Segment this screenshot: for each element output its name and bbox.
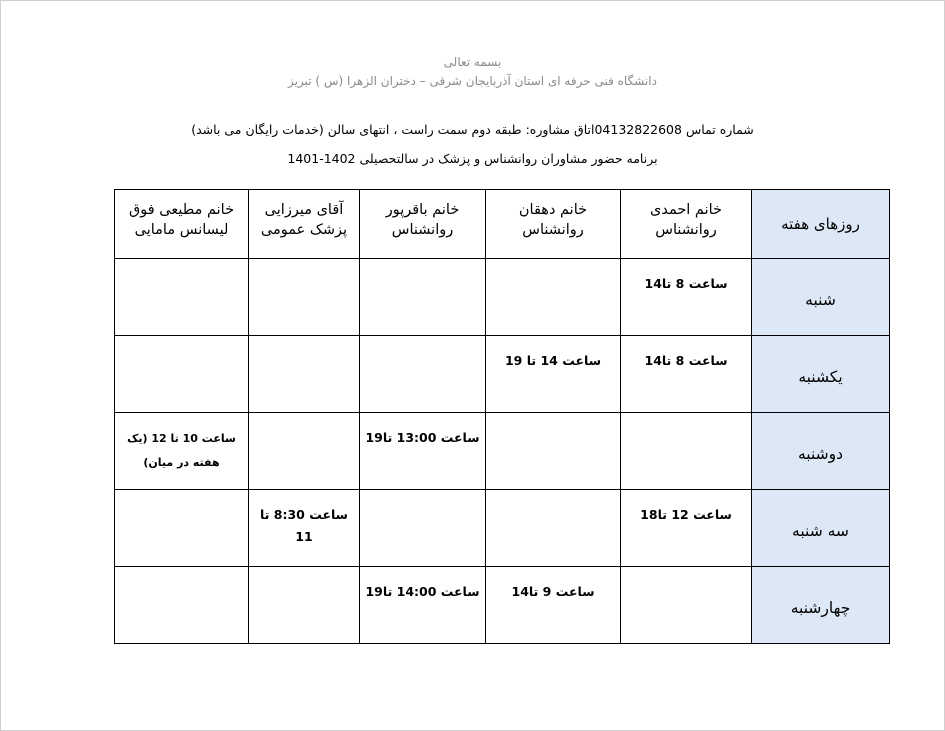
day-cell: چهارشنبه: [752, 567, 890, 644]
schedule-table: [114, 189, 890, 644]
table-row: [115, 336, 890, 413]
university-name: دانشگاه فنی حرفه ای استان آذربایجان شرقی – دختران الزهرا (س ) تبریز: [288, 74, 657, 88]
column-header-dehghan: خانم دهقان روانشناس: [486, 190, 621, 259]
schedule-cell: [486, 259, 621, 336]
schedule-cell: ساعت 13:00 تا19: [360, 413, 486, 490]
schedule-cell: ساعت 9 تا14: [486, 567, 621, 644]
schedule-cell: [249, 259, 360, 336]
column-header-days: روزهای هفته: [752, 190, 890, 259]
table-row: [115, 490, 890, 567]
table-row: [115, 567, 890, 644]
schedule-cell: [360, 259, 486, 336]
schedule-cell: [486, 413, 621, 490]
schedule-cell: ساعت 8 تا14: [621, 259, 752, 336]
column-header-mirzaei: آقای میرزایی پزشک عمومی: [249, 190, 360, 259]
header-row: [115, 190, 890, 259]
program-title: برنامه حضور مشاوران روانشناس و پزشک در سالتحصیلی 1402-1401: [287, 151, 658, 166]
schedule-cell: [115, 259, 249, 336]
schedule-cell: [115, 490, 249, 567]
column-header-bagherpour: خانم باقرپور روانشناس: [360, 190, 486, 259]
schedule-cell: ساعت 12 تا18: [621, 490, 752, 567]
schedule-cell: [115, 567, 249, 644]
schedule-cell: ساعت 8:30 تا 11: [249, 490, 360, 567]
schedule-cell: [249, 336, 360, 413]
column-header-ahmadi: خانم احمدی روانشناس: [621, 190, 752, 259]
schedule-cell: [486, 490, 621, 567]
schedule-cell: [360, 336, 486, 413]
day-cell: دوشنبه: [752, 413, 890, 490]
day-cell: شنبه: [752, 259, 890, 336]
contact-info: شماره تماس 04132822608اتاق مشاوره: طبقه دوم سمت راست ، انتهای سالن (خدمات رایگان می باشد): [191, 122, 754, 137]
schedule-cell: [249, 567, 360, 644]
schedule-cell: [621, 567, 752, 644]
basmala: بسمه تعالی: [443, 55, 502, 69]
schedule-cell: ساعت 14:00 تا19: [360, 567, 486, 644]
schedule-cell: [115, 336, 249, 413]
table-row: [115, 413, 890, 490]
schedule-cell: ساعت 10 تا 12 (یک هفته در میان): [115, 413, 249, 490]
schedule-cell: [360, 490, 486, 567]
column-header-motiei: خانم مطیعی فوق لیسانس مامایی: [115, 190, 249, 259]
schedule-cell: ساعت 8 تا14: [621, 336, 752, 413]
table-row: [115, 259, 890, 336]
schedule-cell: [249, 413, 360, 490]
schedule-cell: ساعت 14 تا 19: [486, 336, 621, 413]
day-cell: یکشنبه: [752, 336, 890, 413]
day-cell: سه شنبه: [752, 490, 890, 567]
schedule-cell: [621, 413, 752, 490]
